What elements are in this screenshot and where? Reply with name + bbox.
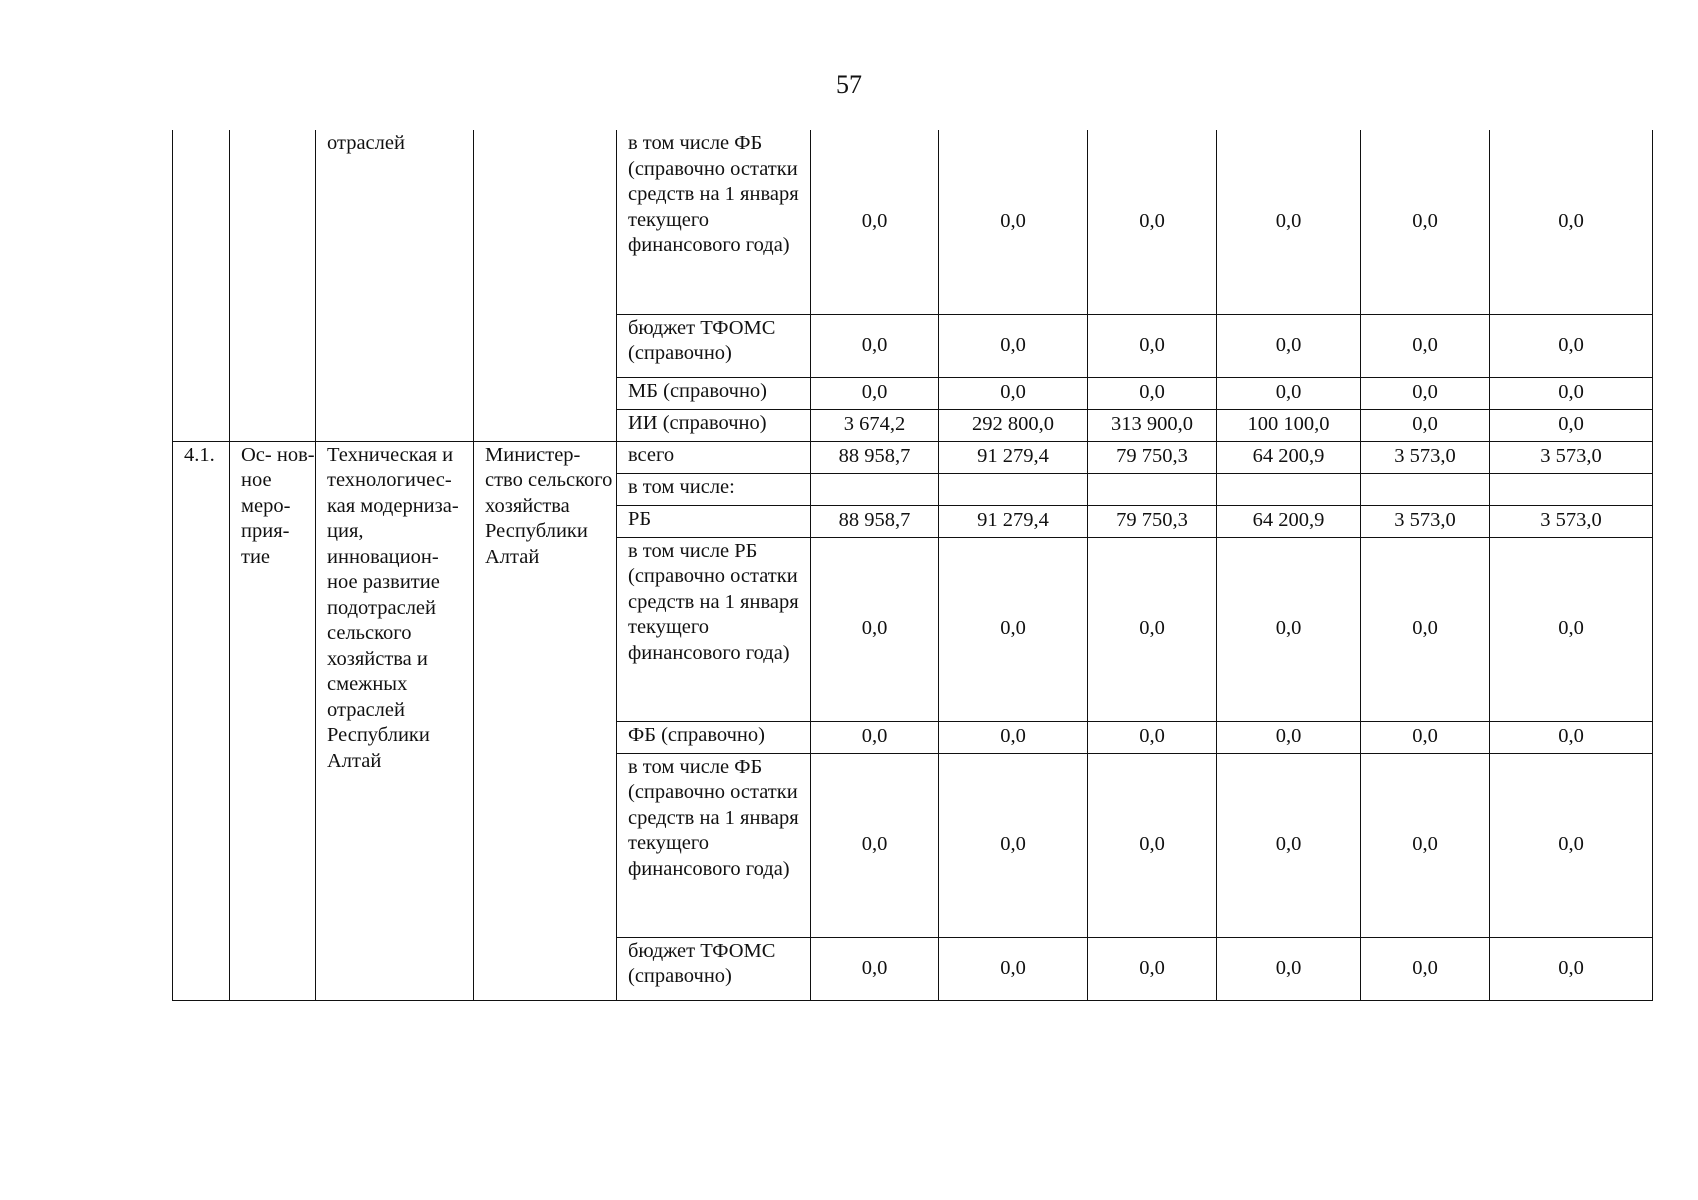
value-cell: 3 573,0 — [1490, 505, 1653, 537]
value-cell: 0,0 — [1361, 753, 1490, 937]
value-cell — [1088, 473, 1217, 505]
value-cell: 0,0 — [1490, 753, 1653, 937]
status-cell: Ос- нов- ное меро- прия- тие — [230, 441, 316, 1000]
value-cell: 3 674,2 — [811, 409, 939, 441]
source-cell: всего — [617, 441, 811, 473]
value-cell: 0,0 — [939, 753, 1088, 937]
value-cell: 0,0 — [1490, 377, 1653, 409]
value-cell: 64 200,9 — [1217, 441, 1361, 473]
value-cell: 0,0 — [1088, 537, 1217, 721]
source-cell: ФБ (справочно) — [617, 721, 811, 753]
source-cell: в том числе ФБ (справочно остатки средств на 1 января текущего финансового года) — [617, 753, 811, 937]
value-cell — [939, 473, 1088, 505]
value-cell: 0,0 — [1490, 409, 1653, 441]
executor-cell: Министер- ство сельского хозяйства Республики Алтай — [474, 441, 617, 1000]
status-cell — [230, 130, 316, 441]
value-cell: 0,0 — [1490, 537, 1653, 721]
table-row — [173, 130, 1653, 314]
value-cell: 0,0 — [1361, 937, 1490, 1000]
value-cell: 0,0 — [1088, 130, 1217, 314]
value-cell: 0,0 — [1490, 721, 1653, 753]
value-cell: 91 279,4 — [939, 505, 1088, 537]
value-cell: 0,0 — [939, 721, 1088, 753]
source-cell: в том числе: — [617, 473, 811, 505]
value-cell: 3 573,0 — [1361, 505, 1490, 537]
value-cell: 0,0 — [811, 937, 939, 1000]
source-cell: ИИ (справочно) — [617, 409, 811, 441]
value-cell: 0,0 — [1217, 377, 1361, 409]
name-cell: Техническая и технологичес- кая модерниза- ция, инновацион- ное развитие подотраслей сельского хозяйства и смежных отраслей Республики Алтай — [316, 441, 474, 1000]
value-cell: 0,0 — [811, 753, 939, 937]
value-cell: 91 279,4 — [939, 441, 1088, 473]
value-cell: 0,0 — [1361, 537, 1490, 721]
number-cell — [173, 130, 230, 441]
value-cell: 0,0 — [1361, 314, 1490, 377]
value-cell: 88 958,7 — [811, 505, 939, 537]
value-cell: 0,0 — [1088, 721, 1217, 753]
funding-table — [172, 130, 1653, 1001]
value-cell: 0,0 — [1490, 937, 1653, 1000]
value-cell: 292 800,0 — [939, 409, 1088, 441]
value-cell: 0,0 — [1088, 377, 1217, 409]
value-cell: 0,0 — [939, 377, 1088, 409]
value-cell: 0,0 — [1361, 409, 1490, 441]
value-cell: 0,0 — [939, 314, 1088, 377]
value-cell: 0,0 — [1217, 937, 1361, 1000]
value-cell: 0,0 — [811, 130, 939, 314]
value-cell: 0,0 — [1217, 721, 1361, 753]
value-cell: 0,0 — [811, 537, 939, 721]
value-cell: 64 200,9 — [1217, 505, 1361, 537]
value-cell: 0,0 — [811, 377, 939, 409]
name-cell: отраслей — [316, 130, 474, 441]
source-cell: РБ — [617, 505, 811, 537]
source-cell: МБ (справочно) — [617, 377, 811, 409]
value-cell: 0,0 — [811, 721, 939, 753]
value-cell — [1217, 473, 1361, 505]
executor-cell — [474, 130, 617, 441]
page-number: 57 — [836, 70, 862, 99]
value-cell: 0,0 — [1088, 314, 1217, 377]
value-cell: 79 750,3 — [1088, 441, 1217, 473]
source-cell: в том числе ФБ (справочно остатки средств на 1 января текущего финансового года) — [617, 130, 811, 314]
value-cell — [1361, 473, 1490, 505]
value-cell: 0,0 — [939, 537, 1088, 721]
value-cell: 0,0 — [1217, 537, 1361, 721]
value-cell: 0,0 — [939, 130, 1088, 314]
table-row — [173, 441, 1653, 473]
value-cell: 0,0 — [1361, 721, 1490, 753]
source-cell: бюджет ТФОМС (справочно) — [617, 314, 811, 377]
source-cell: в том числе РБ (справочно остатки средств на 1 января текущего финансового года) — [617, 537, 811, 721]
value-cell: 0,0 — [939, 937, 1088, 1000]
value-cell: 3 573,0 — [1361, 441, 1490, 473]
value-cell: 0,0 — [1490, 130, 1653, 314]
value-cell — [811, 473, 939, 505]
value-cell: 0,0 — [1490, 314, 1653, 377]
value-cell: 0,0 — [1217, 314, 1361, 377]
value-cell: 0,0 — [1088, 753, 1217, 937]
value-cell: 0,0 — [1361, 130, 1490, 314]
value-cell: 0,0 — [1217, 753, 1361, 937]
value-cell: 88 958,7 — [811, 441, 939, 473]
value-cell: 3 573,0 — [1490, 441, 1653, 473]
value-cell: 0,0 — [1088, 937, 1217, 1000]
value-cell — [1490, 473, 1653, 505]
value-cell: 313 900,0 — [1088, 409, 1217, 441]
value-cell: 100 100,0 — [1217, 409, 1361, 441]
value-cell: 0,0 — [1217, 130, 1361, 314]
number-cell: 4.1. — [173, 441, 230, 1000]
value-cell: 79 750,3 — [1088, 505, 1217, 537]
value-cell: 0,0 — [1361, 377, 1490, 409]
source-cell: бюджет ТФОМС (справочно) — [617, 937, 811, 1000]
value-cell: 0,0 — [811, 314, 939, 377]
